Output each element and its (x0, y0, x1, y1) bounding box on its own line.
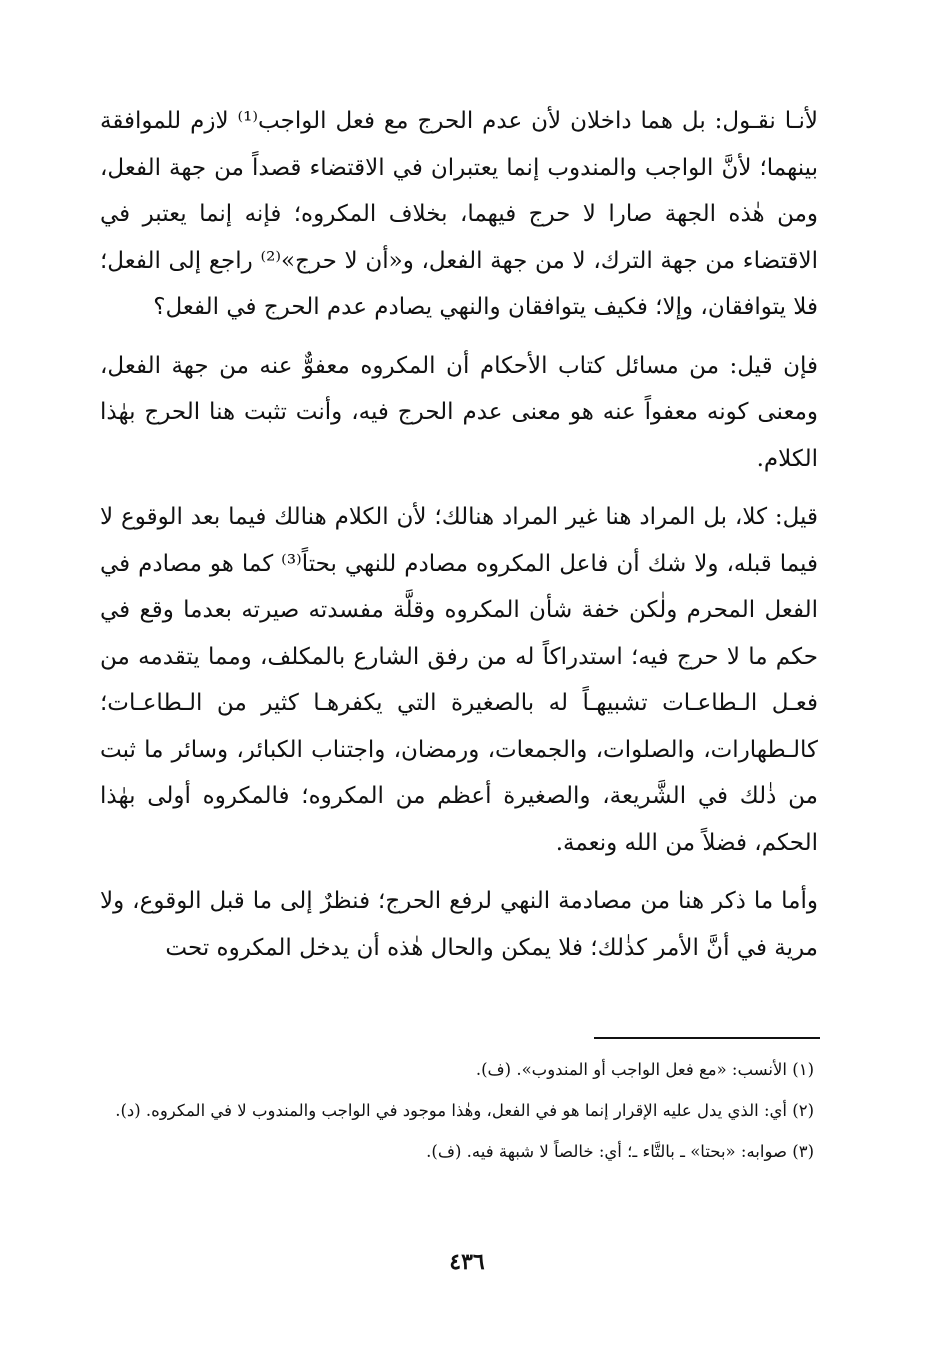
paragraph-2: فإن قيل: من مسائل كتاب الأحكام أن المكروه معفوٌّ عنه من جهة الفعل، ومعنى كونه معفواً عنه هو معنى عدم الحرج فيه، وأنت تثبت هنا الحرج بهٰذا الكلام. (100, 352, 818, 472)
paragraph-4: وأما ما ذكر هنا من مصادمة النهي لرفع الحرج؛ فنظرٌ إلى ما قبل الوقوع، ولا مرية في أنَّ الأمر كذٰلك؛ فلا يمكن والحال هٰذه أن يدخل المكروه تحت (100, 888, 818, 961)
footnote-3: (٣) صوابه: «بحتا» ـ بالتَّاء ـ؛ أي: خالصاً لا شبهة فيه. (ف). (426, 1142, 814, 1161)
paragraph-1: لأنـا نقـول: بل هما داخلان لأن عدم الحرج مع فعل الواجب⁽¹⁾ لازم للموافقة بينهما؛ لأنَّ الواجب والمندوب إنما يعتبران في الاقتضاء قصداً من جهة الفعل، ومن هٰذه الجهة صارا لا حرج فيهما، بخلاف المكروه؛ فإنه إنما يعتبر في الاقتضاء من جهة الترك، لا من جهة الفعل، و«أن لا حرج»⁽²⁾ راجع إلى الفعل؛ فلا يتوافقان، وإلا؛ فكيف يتوافقان والنهي يصادم عدم الحرج في الفعل؟ (100, 108, 819, 320)
paragraph-3: قيل: كلا، بل المراد هنا غير المراد هنالك؛ لأن الكلام هنالك فيما بعد الوقوع لا فيما قبله، ولا شك أن فاعل المكروه مصادم للنهي بحتاً⁽³⁾ كما هو مصادم في الفعل المحرم ولٰكن خفة شأن المكروه وقلَّة مفسدته صيرته بعدما وقع في حكم ما لا حرج فيه؛ استدراكاً له من رفق الشارع بالمكلف، ومما يتقدمه من فعـل الـطاعـات تشبيهـاً له بالصغيرة التي يكفرهـا كثير من الـطاعـات؛ كالـطهارات، والصلوات، والجمعات، ورمضان، واجتناب الكبائر، وسائر ما ثبت من ذٰلك في الشَّريعة، والصغيرة أعظم من المكروه؛ فالمكروه أولى بهٰذا الحكم، فضلاً من الله ونعمة. (100, 504, 818, 856)
page-number: ٤٣٦ (449, 1249, 485, 1275)
footnote-separator (594, 1037, 820, 1039)
footnote-1: (١) الأنسب: «مع فعل الواجب أو المندوب». (ف). (475, 1060, 814, 1079)
footnotes (108, 1052, 814, 1175)
main-text (100, 98, 818, 971)
footnote-2: (٢) أي: الذي يدل عليه الإقرار إنما هو في الفعل، وهٰذا موجود في الواجب والمندوب لا في المكروه. (د). (115, 1101, 814, 1120)
